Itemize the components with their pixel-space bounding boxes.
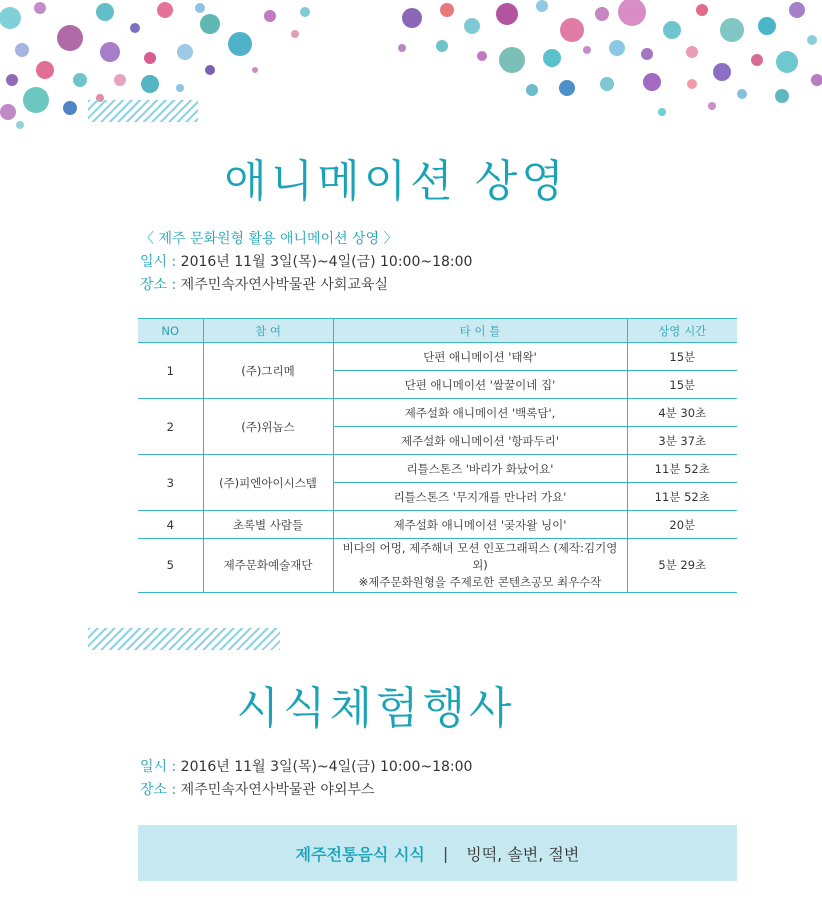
table-row: [138, 455, 737, 483]
food-tasting-banner: [138, 825, 737, 881]
table-row: [138, 399, 737, 427]
screening-runtime: 11분 52초: [627, 483, 737, 511]
place-label: 장소 :: [140, 277, 181, 293]
screening-runtime: 5분 29초: [627, 539, 737, 593]
tasting-info: [140, 756, 472, 802]
row-number: 5: [138, 539, 203, 593]
date-label: 일시 :: [140, 759, 181, 775]
screening-runtime: 20분: [627, 511, 737, 539]
column-header-no: NO: [138, 319, 203, 343]
screening-title: 제주설화 애니메이션 '백록담',: [333, 399, 627, 427]
table-row: [138, 539, 737, 593]
screening-title: 리틀스톤즈 '바리가 화났어요': [333, 455, 627, 483]
column-header-participant: 참 여: [203, 319, 333, 343]
place-label: 장소 :: [140, 782, 181, 798]
row-number: 2: [138, 399, 203, 455]
screening-runtime: 15분: [627, 371, 737, 399]
food-items: 빙떡, 솔변, 절변: [466, 844, 580, 864]
decorative-hatch-mid: [88, 628, 280, 650]
date-value: 2016년 11월 3일(목)~4일(금) 10:00~18:00: [180, 759, 473, 775]
date-label: 일시 :: [140, 254, 181, 270]
place-value: 제주민속자연사박물관 야외부스: [180, 782, 375, 798]
screening-note: ※제주문화원형을 주제로한 콘텐츠공모 최우수작: [358, 575, 602, 589]
food-tasting-name: 제주전통음식 시식: [295, 844, 425, 864]
participant-name: (주)그리메: [203, 343, 333, 399]
participant-name: 제주문화예술재단: [203, 539, 333, 593]
participant-name: 초록별 사람들: [203, 511, 333, 539]
animation-subtitle: 〈 제주 문화원형 활용 애니메이션 상영 〉: [140, 231, 398, 247]
row-number: 1: [138, 343, 203, 399]
screening-runtime: 4분 30초: [627, 399, 737, 427]
column-header-title: 타 이 틀: [333, 319, 627, 343]
tasting-date-line: [140, 756, 472, 779]
section-title-tasting: 시식체험행사: [236, 683, 516, 734]
animation-date-line: [140, 251, 472, 274]
column-header-runtime: 상영 시간: [627, 319, 737, 343]
screening-table: [138, 318, 737, 593]
decorative-hatch-top: [88, 100, 198, 122]
screening-title-multiline: [333, 539, 627, 593]
screening-title: 제주설화 애니메이션 '곶자왈 닝이': [333, 511, 627, 539]
animation-info: [140, 228, 472, 297]
screening-title: 단편 애니메이션 '쌀꿀이네 집': [333, 371, 627, 399]
screening-title: 단편 애니메이션 '태왁': [333, 343, 627, 371]
participant-name: (주)위놉스: [203, 399, 333, 455]
date-value: 2016년 11월 3일(목)~4일(금) 10:00~18:00: [180, 254, 473, 270]
table-row: [138, 511, 737, 539]
screening-runtime: 3분 37초: [627, 427, 737, 455]
screening-title: 비다의 어멍, 제주해녀 모션 인포그래픽스 (제작:김기영 외): [342, 541, 618, 572]
participant-name: (주)피엔아이시스템: [203, 455, 333, 511]
table-row: [138, 343, 737, 371]
screening-runtime: 15분: [627, 343, 737, 371]
table-header-row: [138, 319, 737, 343]
tasting-place-line: [140, 779, 472, 802]
screening-runtime: 11분 52초: [627, 455, 737, 483]
row-number: 4: [138, 511, 203, 539]
screening-title: 리틀스톤즈 '무지개를 만나러 가요': [333, 483, 627, 511]
section-title-animation: 애니메이션 상영: [224, 156, 568, 207]
banner-separator: |: [442, 843, 449, 863]
animation-place-line: [140, 274, 472, 297]
screening-title: 제주설화 애니메이션 '항파두리': [333, 427, 627, 455]
place-value: 제주민속자연사박물관 사회교육실: [180, 277, 388, 293]
decorative-dots-right: [392, 0, 822, 130]
row-number: 3: [138, 455, 203, 511]
